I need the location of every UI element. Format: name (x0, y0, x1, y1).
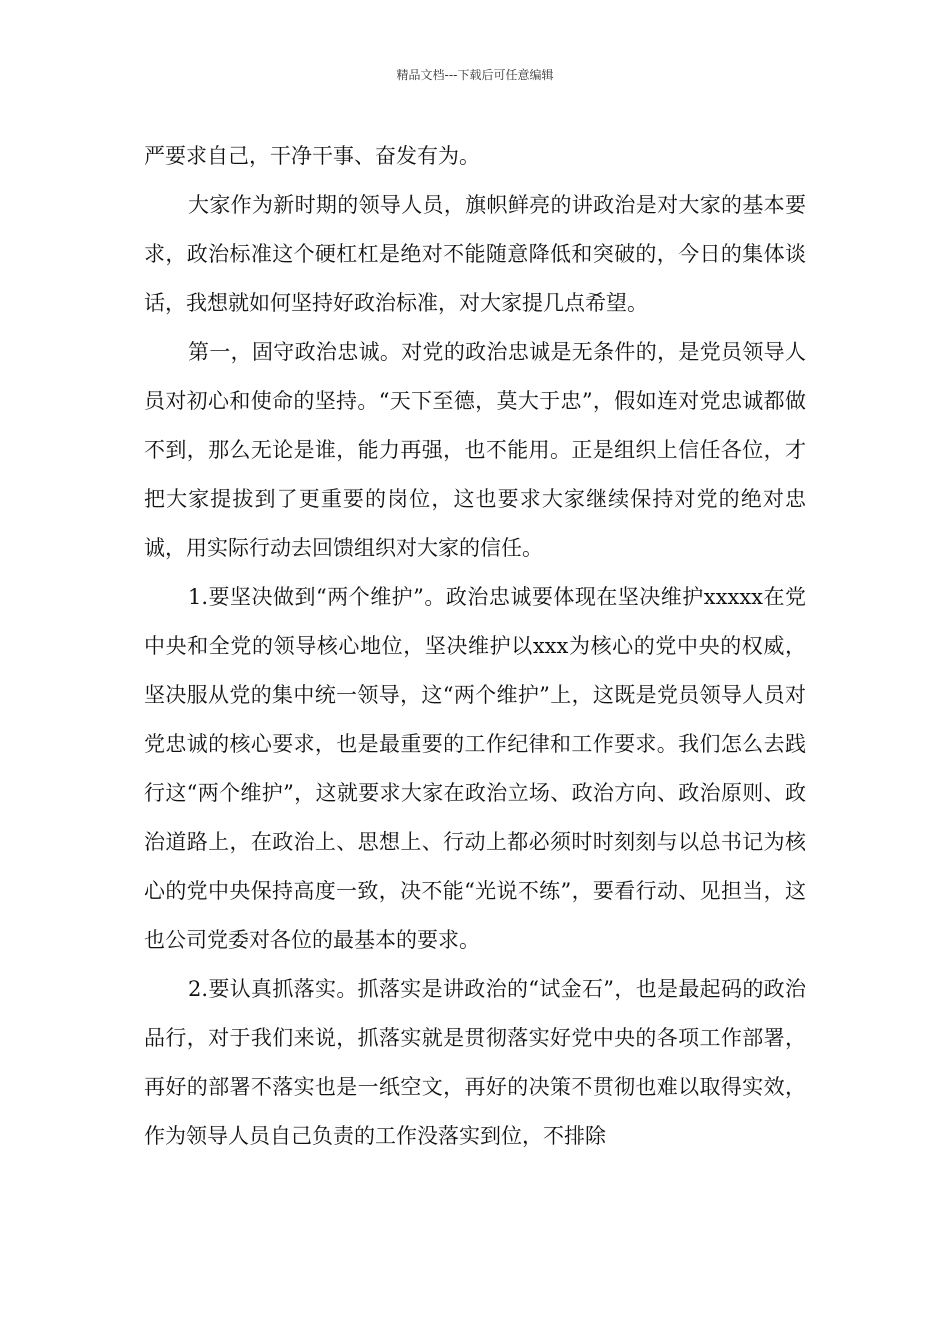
document-body (144, 132, 806, 1161)
paragraph-continuation: 严要求自己，干净干事、奋发有为。 (144, 144, 480, 168)
paragraph-section-one: 第一，固守政治忠诚。对党的政治忠诚是无条件的，是党员领导人员对初心和使命的坚持。“天下至德，莫大于忠”，假如连对党忠诚都做不到，那么无论是谁，能力再强，也不能用。正是组织上信任各位，才把大家提拔到了更重要的岗位，这也要求大家继续保持对党的绝对忠诚，用实际行动去回馈组织对大家的信任。 (144, 340, 806, 560)
paragraph-point-two: 2.要认真抓落实。抓落实是讲政治的“试金石”，也是最起码的政治品行，对于我们来说，抓落实就是贯彻落实好党中央的各项工作部署，再好的部署不落实也是一纸空文，再好的决策不贯彻也难以取得实效，作为领导人员自己负责的工作没落实到位，不排除 (144, 977, 806, 1148)
page-header: 精品文档---下载后可任意编辑 (396, 68, 554, 82)
paragraph-point-one: 1.要坚决做到“两个维护”。政治忠诚要体现在坚决维护xxxxx在党中央和全党的领导核心地位，坚决维护以xxx为核心的党中央的权威，坚决服从党的集中统一领导，这“两个维护”上，这既是党员领导人员对党忠诚的核心要求，也是最重要的工作纪律和工作要求。我们怎么去践行这“两个维护”，这就要求大家在政治立场、政治方向、政治原则、政治道路上，在政治上、思想上、行动上都必须时时刻刻与以总书记为核心的党中央保持高度一致，决不能“光说不练”，要看行动、见担当，这也公司党委对各位的最基本的要求。 (144, 585, 806, 952)
paragraph-intro: 大家作为新时期的领导人员，旗帜鲜亮的讲政治是对大家的基本要求，政治标准这个硬杠杠是绝对不能随意降低和突破的，今日的集体谈话，我想就如何坚持好政治标准，对大家提几点希望。 (144, 193, 806, 315)
